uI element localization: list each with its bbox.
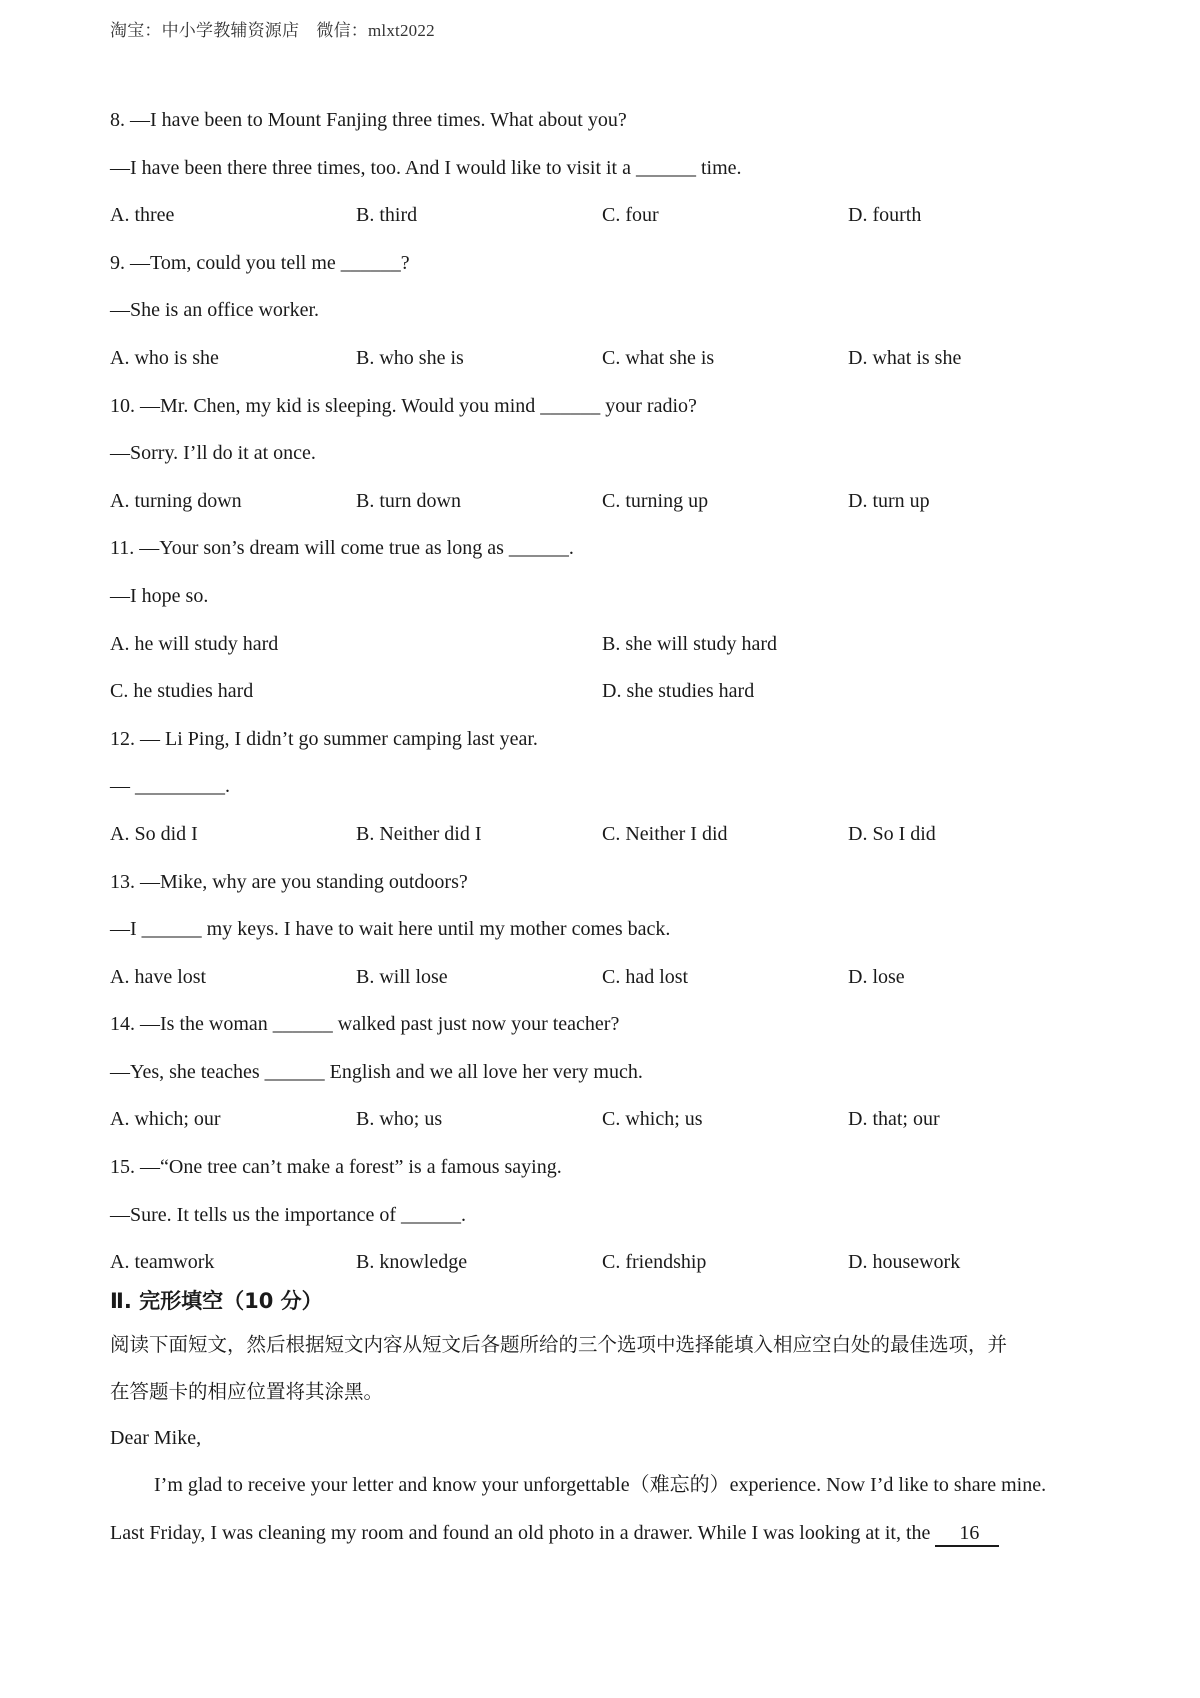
question-14-options (110, 1096, 1110, 1144)
question-14-option-d: D. that; our (848, 1108, 940, 1131)
section-2-instruction-line-1: 阅读下面短文，然后根据短文内容从短文后各题所给的三个选项中选择能填入相应空白处的最佳选项，并 (110, 1332, 1008, 1356)
question-15-option-c: C. friendship (602, 1251, 707, 1274)
section-2-instruction-line-2: 在答题卡的相应位置将其涂黑。 (110, 1379, 384, 1403)
question-13-option-a: A. have lost (110, 965, 207, 988)
question-8-option-a: A. three (110, 204, 175, 227)
letter-paragraph-line-2 (110, 1510, 1110, 1558)
question-11-option-d: D. she studies hard (602, 680, 755, 703)
question-13-options (110, 954, 1110, 1002)
question-10-option-b: B. turn down (356, 489, 461, 512)
question-15-prompt: 15. —“One tree can’t make a forest” is a famous saying. (110, 1156, 562, 1179)
question-9-option-b: B. who she is (356, 346, 464, 369)
question-11-options-row1 (110, 621, 1110, 669)
question-9-option-d: D. what is she (848, 346, 962, 369)
question-12-options (110, 811, 1110, 859)
question-11-prompt: 11. —Your son’s dream will come true as long as ______. (110, 537, 574, 560)
question-10-options (110, 478, 1110, 526)
question-10-reply: —Sorry. I’ll do it at once. (110, 442, 316, 465)
letter-paragraph-line-1: I’m glad to receive your letter and know your unforgettable（难忘的）experience. Now I’d like to share mine. (154, 1474, 1047, 1497)
question-8-option-b: B. third (356, 204, 418, 227)
question-15-options (110, 1239, 1110, 1287)
document-body (110, 97, 1110, 1558)
question-15-option-a: A. teamwork (110, 1251, 215, 1274)
question-10-option-c: C. turning up (602, 489, 709, 512)
question-11-option-b: B. she will study hard (602, 632, 777, 655)
question-12-option-d: D. So I did (848, 822, 936, 845)
question-9-prompt: 9. —Tom, could you tell me ______? (110, 251, 410, 274)
question-15-reply: —Sure. It tells us the importance of ______. (110, 1203, 467, 1226)
cloze-blank-16: 16 (935, 1521, 999, 1547)
question-11-option-c: C. he studies hard (110, 680, 254, 703)
page-header: 淘宝：中小学教辅资源店 微信：mlxt2022 (110, 21, 435, 40)
question-8-options (110, 192, 1110, 240)
letter-paragraph-line-2-text: Last Friday, I was cleaning my room and found an old photo in a drawer. While I was looking at it, the (110, 1522, 931, 1545)
question-10-option-a: A. turning down (110, 489, 242, 512)
question-12-reply: — _________. (110, 775, 230, 798)
question-9-reply: —She is an office worker. (110, 299, 320, 322)
question-12-option-a: A. So did I (110, 822, 198, 845)
question-9-option-c: C. what she is (602, 346, 715, 369)
question-14-option-b: B. who; us (356, 1108, 443, 1131)
question-13-prompt: 13. —Mike, why are you standing outdoors? (110, 870, 468, 893)
question-13-reply: —I ______ my keys. I have to wait here until my mother comes back. (110, 918, 671, 941)
question-14-prompt: 14. —Is the woman ______ walked past just now your teacher? (110, 1013, 620, 1036)
question-13-option-c: C. had lost (602, 965, 689, 988)
question-15-option-d: D. housework (848, 1251, 961, 1274)
question-14-option-c: C. which; us (602, 1108, 703, 1131)
question-8-option-c: C. four (602, 204, 659, 227)
question-8-option-d: D. fourth (848, 204, 922, 227)
question-8-prompt: 8. —I have been to Mount Fanjing three times. What about you? (110, 109, 627, 131)
section-2-title: Ⅱ. 完形填空（10 分） (110, 1288, 323, 1313)
letter-salutation: Dear Mike, (110, 1426, 202, 1449)
question-14-reply: —Yes, she teaches ______ English and we all love her very much. (110, 1060, 643, 1083)
question-12-prompt: 12. — Li Ping, I didn’t go summer camping last year. (110, 727, 538, 750)
question-11-reply: —I hope so. (110, 584, 209, 607)
question-9-options (110, 335, 1110, 383)
question-15-option-b: B. knowledge (356, 1251, 468, 1274)
question-9-option-a: A. who is she (110, 346, 219, 369)
question-11-options-row2 (110, 668, 1110, 716)
question-13-option-d: D. lose (848, 965, 905, 988)
question-8-reply: —I have been there three times, too. And I would like to visit it a ______ time. (110, 156, 742, 179)
question-11-option-a: A. he will study hard (110, 632, 279, 655)
question-10-option-d: D. turn up (848, 489, 930, 512)
question-12-option-b: B. Neither did I (356, 822, 482, 845)
question-13-option-b: B. will lose (356, 965, 448, 988)
question-14-option-a: A. which; our (110, 1108, 221, 1131)
question-10-prompt: 10. —Mr. Chen, my kid is sleeping. Would you mind ______ your radio? (110, 394, 697, 417)
question-12-option-c: C. Neither I did (602, 822, 728, 845)
